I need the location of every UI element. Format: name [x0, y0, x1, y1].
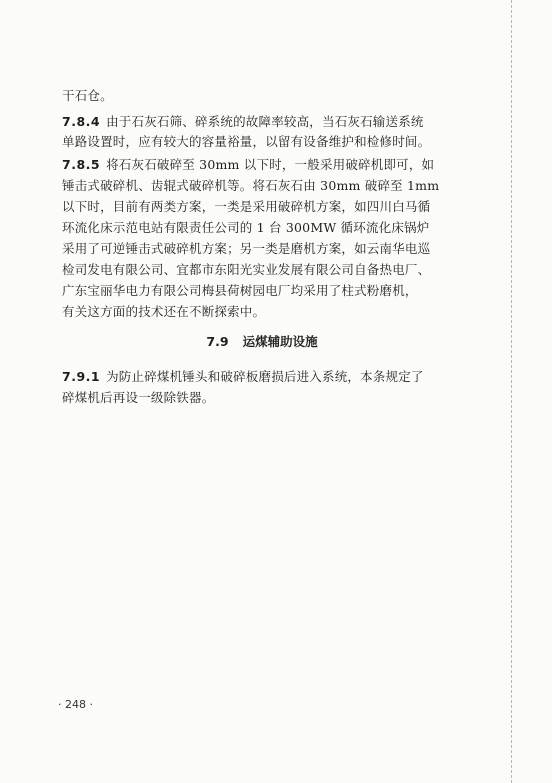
clause-7-8-4-text-1: 由于石灰石筛、碎系统的故障率较高，当石灰石输送系统	[106, 114, 424, 129]
clause-7-8-5-text-1: 将石灰石破碎至 30mm 以下时，一般采用破碎机即可，如	[106, 157, 435, 172]
clause-7-9-1-line-1	[62, 369, 424, 385]
clause-7-8-4-line-1	[62, 114, 424, 130]
clause-7-8-5-line-8: 有关这方面的技术还在不断探索中。	[62, 304, 266, 319]
clause-7-8-5-line-4: 环流化床示范电站有限责任公司的 1 台 300MW 循环流化床锅炉	[62, 220, 430, 235]
clause-number-7-9-1: 7.9.1	[62, 369, 101, 384]
clause-7-8-5-line-6: 检司发电有限公司、宜都市东阳光实业发展有限公司自备热电厂、	[62, 262, 431, 277]
clause-number-7-8-4: 7.8.4	[62, 114, 101, 129]
clause-7-8-5-line-2: 锤击式破碎机、齿辊式破碎机等。将石灰石由 30mm 破碎至 1mm	[62, 178, 440, 193]
section-number-7-9: 7.9	[206, 334, 229, 349]
clause-7-8-4-line-2: 单路设置时，应有较大的容量裕量，以留有设备维护和检修时间。	[62, 134, 431, 149]
section-title-7-9: 运煤辅助设施	[242, 334, 318, 349]
clause-7-8-5-line-1	[62, 157, 434, 173]
section-heading-7-9	[62, 334, 462, 350]
clause-7-8-5-line-7: 广东宝丽华电力有限公司梅县荷树园电厂均采用了柱式粉磨机，	[62, 283, 418, 298]
clause-7-9-1-text-1: 为防止碎煤机锤头和破碎板磨损后进入系统，本条规定了	[106, 369, 424, 384]
binding-edge-rule	[511, 0, 512, 783]
clause-7-8-5-line-3: 以下时，目前有两类方案，一类是采用破碎机方案，如四川白马循	[62, 199, 431, 214]
clause-number-7-8-5: 7.8.5	[62, 157, 101, 172]
page-number: · 248 ·	[58, 698, 93, 711]
clause-7-8-5-line-5: 采用了可逆锤击式破碎机方案；另一类是磨机方案，如云南华电巡	[62, 241, 431, 256]
clause-7-9-1-line-2: 碎煤机后再设一级除铁器。	[62, 390, 215, 405]
continuation-line: 干石仓。	[62, 88, 113, 103]
